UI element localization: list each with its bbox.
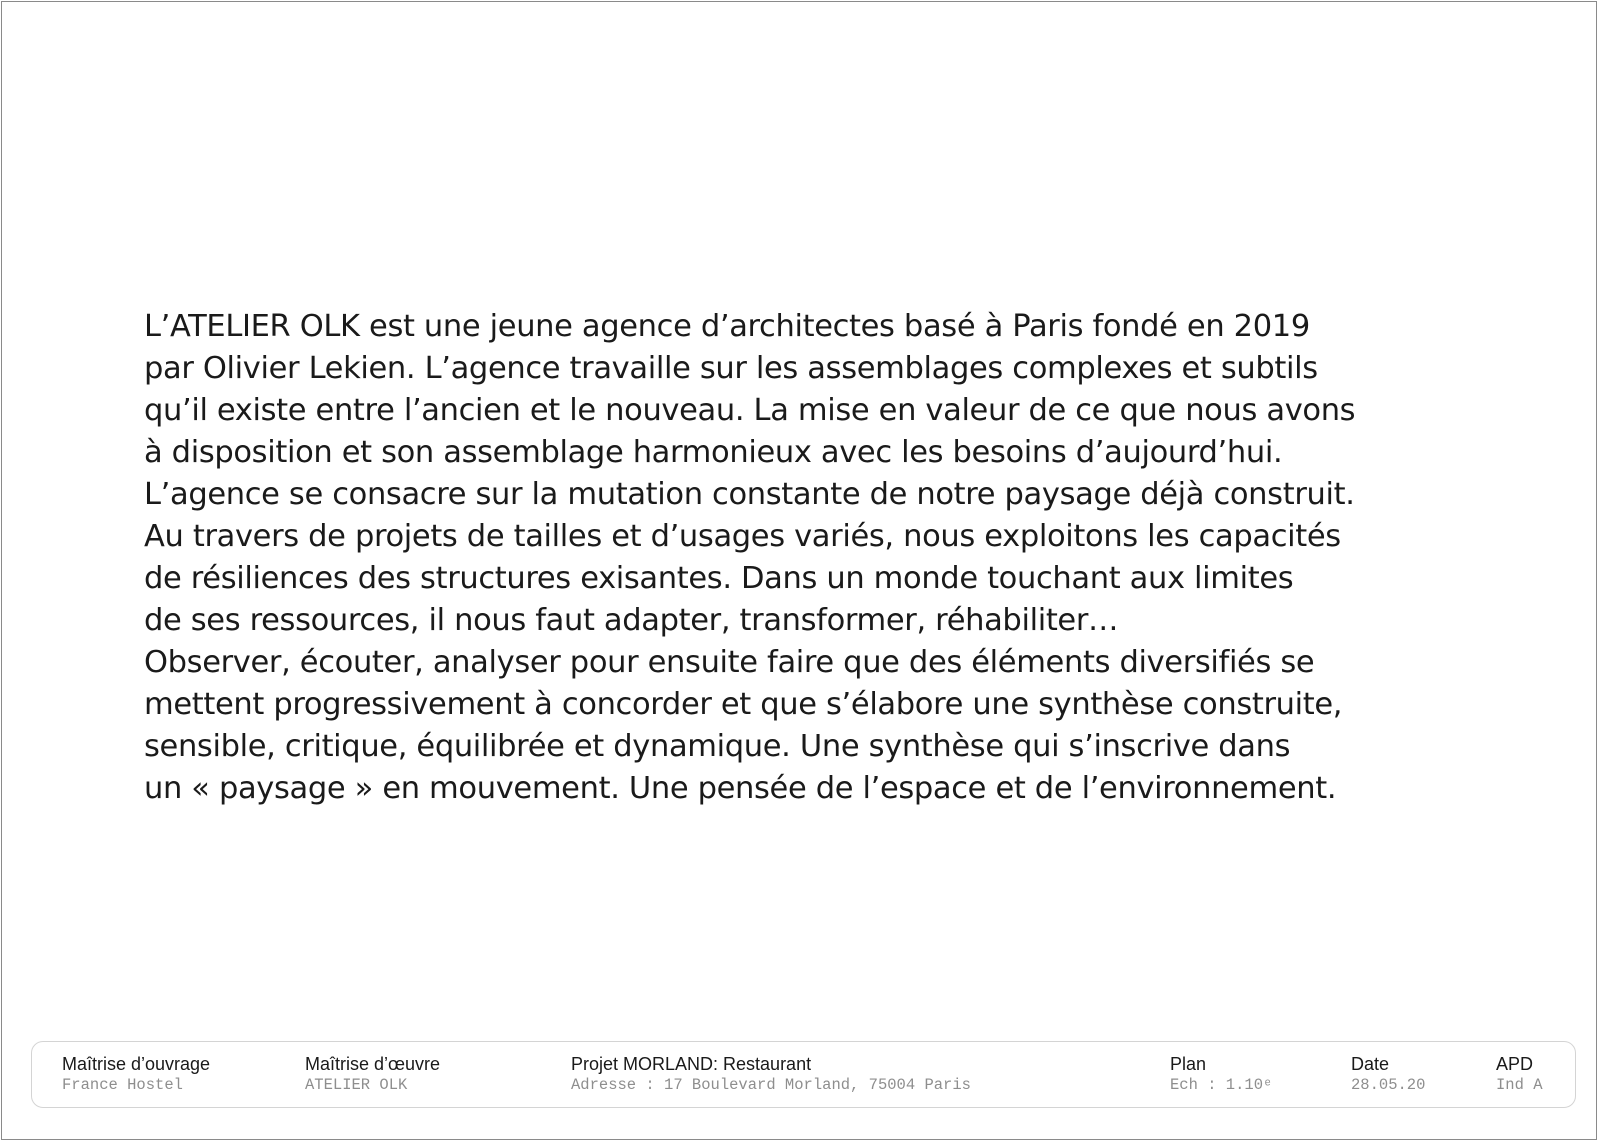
intro-line-6: Au travers de projets de tailles et d’usages variés, nous exploitons les capacités	[144, 519, 1341, 554]
project-address: Adresse : 17 Boulevard Morland, 75004 Paris	[571, 1076, 971, 1094]
owner-cell	[62, 1054, 210, 1094]
intro-line-7: de résiliences des structures exisantes. Dans un monde touchant aux limites	[144, 561, 1294, 596]
date-value: 28.05.20	[1351, 1076, 1426, 1094]
intro-line-4: à disposition et son assemblage harmonieux avec les besoins d’aujourd’hui.	[144, 435, 1283, 470]
architect-cell	[305, 1054, 440, 1094]
intro-line-11: sensible, critique, équilibrée et dynamique. Une synthèse qui s’inscrive dans	[144, 729, 1291, 764]
project-cell	[571, 1054, 971, 1094]
architect-value: ATELIER OLK	[305, 1076, 408, 1094]
phase-cell	[1496, 1054, 1543, 1094]
intro-line-1: L’ATELIER OLK est une jeune agence d’architectes basé à Paris fondé en 2019	[144, 309, 1310, 344]
project-label: Projet MORLAND: Restaurant	[571, 1054, 812, 1074]
intro-line-2: par Olivier Lekien. L’agence travaille sur les assemblages complexes et subtils	[144, 351, 1318, 386]
intro-line-5: L’agence se consacre sur la mutation constante de notre paysage déjà construit.	[144, 477, 1355, 512]
phase-index: Ind A	[1496, 1076, 1543, 1094]
date-label: Date	[1351, 1054, 1390, 1074]
intro-line-8: de ses ressources, il nous faut adapter, transformer, réhabiliter…	[144, 603, 1119, 638]
plan-label: Plan	[1170, 1054, 1207, 1074]
intro-line-10: mettent progressivement à concorder et que s’élabore une synthèse construite,	[144, 687, 1343, 722]
owner-value: France Hostel	[62, 1076, 183, 1094]
title-block	[31, 1041, 1576, 1108]
intro-line-12: un « paysage » en mouvement. Une pensée de l’espace et de l’environnement.	[144, 771, 1337, 806]
intro-line-9: Observer, écouter, analyser pour ensuite faire que des éléments diversifiés se	[144, 645, 1315, 680]
plan-cell	[1170, 1054, 1272, 1094]
plan-scale: Ech : 1.10ᵉ	[1170, 1076, 1273, 1094]
intro-paragraph	[144, 306, 1474, 810]
intro-line-3: qu’il existe entre l’ancien et le nouveau. La mise en valeur de ce que nous avons	[144, 393, 1356, 428]
owner-label: Maîtrise d’ouvrage	[62, 1054, 211, 1074]
phase-label: APD	[1496, 1054, 1534, 1074]
date-cell	[1351, 1054, 1425, 1094]
architect-label: Maîtrise d’œuvre	[305, 1054, 441, 1074]
